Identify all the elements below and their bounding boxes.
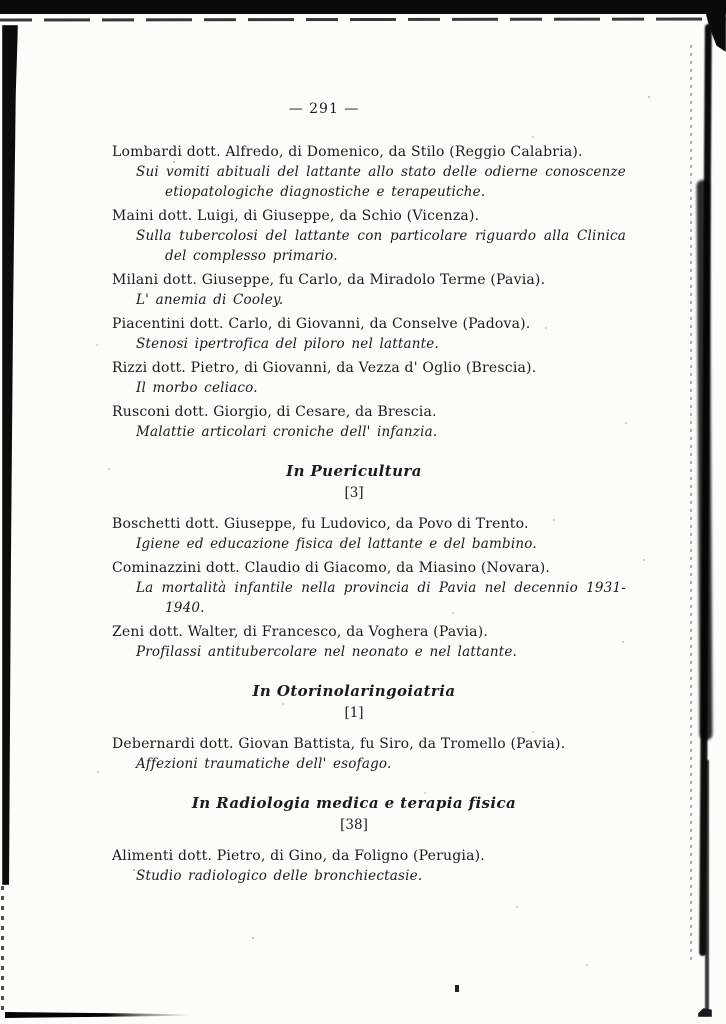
entry — [112, 270, 626, 310]
scan-edge-left-bar — [2, 25, 18, 885]
entry-name: Cominazzini dott. Claudio di Giacomo, da Miasino (Novara). — [112, 560, 551, 576]
entry-name: Milani dott. Giuseppe, fu Carlo, da Miradolo Terme (Pavia). — [112, 272, 546, 288]
entry — [112, 558, 626, 618]
entry-name: Zeni dott. Walter, di Francesco, da Voghera (Pavia). — [112, 624, 489, 640]
entry-thesis: Studio radiologico delle bronchiectasie. — [136, 868, 423, 884]
entry — [112, 314, 626, 354]
section-heading: In Puericultura — [286, 462, 422, 480]
scan-edge-left-tail — [1, 884, 4, 1010]
entry-thesis: Malattie articolari croniche dell' infanzia. — [136, 424, 438, 440]
scan-edge-right-strip-thin — [705, 760, 709, 1010]
section-pediatria-entries — [112, 142, 626, 442]
section-count: [3] — [344, 485, 364, 501]
entry — [112, 622, 626, 662]
section-radiologia — [112, 792, 626, 886]
entry — [112, 402, 626, 442]
entry-name: Maini dott. Luigi, di Giuseppe, da Schio (Vicenza). — [112, 208, 480, 224]
entry-name: Boschetti dott. Giuseppe, fu Ludovico, da Povo di Trento. — [112, 516, 529, 532]
section-count: [38] — [340, 817, 368, 833]
entry — [112, 846, 626, 886]
entry-name: Lombardi dott. Alfredo, di Domenico, da Stilo (Reggio Calabria). — [112, 144, 583, 160]
section-puericultura — [112, 460, 626, 662]
entry-thesis: Sulla tubercolosi del lattante con particolare riguardo alla Clinica del complesso primario. — [136, 228, 626, 264]
entry-thesis: Affezioni traumatiche dell' esofago. — [136, 756, 392, 772]
page-content — [112, 0, 626, 890]
entry-thesis: Profilassi antitubercolare nel neonato e nel lattante. — [136, 644, 518, 660]
scan-edge-bottom-left-line — [5, 1012, 190, 1018]
ink-dot — [455, 985, 459, 992]
entry — [112, 734, 626, 774]
entry-name: Rizzi dott. Pietro, di Giovanni, da Vezza d' Oglio (Brescia). — [112, 360, 537, 376]
entry — [112, 142, 626, 202]
section-heading: In Otorinolaringoiatria — [252, 682, 456, 700]
entry — [112, 358, 626, 398]
entry-name: Piacentini dott. Carlo, di Giovanni, da Conselve (Padova). — [112, 316, 531, 332]
entry-name: Alimenti dott. Pietro, di Gino, da Foligno (Perugia). — [112, 848, 485, 864]
scan-speckles — [0, 0, 2, 2]
entry-thesis: Stenosi ipertrofica del piloro nel lattante. — [136, 336, 439, 352]
entry-thesis: Il morbo celiaco. — [136, 380, 258, 396]
entry-thesis: L' anemia di Cooley. — [136, 292, 284, 308]
entry-name: Rusconi dott. Giorgio, di Cesare, da Brescia. — [112, 404, 437, 420]
section-count: [1] — [344, 705, 364, 721]
entry — [112, 514, 626, 554]
entry — [112, 206, 626, 266]
section-otorinolaringoiatria — [112, 680, 626, 774]
entry-thesis: Sui vomiti abituali del lattante allo stato delle odierne conoscenze etiopatologiche diagnostiche e terapeutiche. — [136, 164, 626, 200]
page-number: — 291 — — [288, 101, 360, 117]
entry-name: Debernardi dott. Giovan Battista, fu Siro, da Tromello (Pavia). — [112, 736, 566, 752]
scan-corner-bottom-right-mark — [698, 1008, 712, 1017]
entry-thesis: Igiene ed educazione fisica del lattante e del bambino. — [136, 536, 537, 552]
entry-thesis: La mortalità infantile nella provincia di Pavia nel decennio 1931-1940. — [136, 580, 626, 616]
section-heading: In Radiologia medica e terapia fisica — [191, 794, 517, 812]
scan-edge-right-dotted-line — [690, 40, 692, 960]
